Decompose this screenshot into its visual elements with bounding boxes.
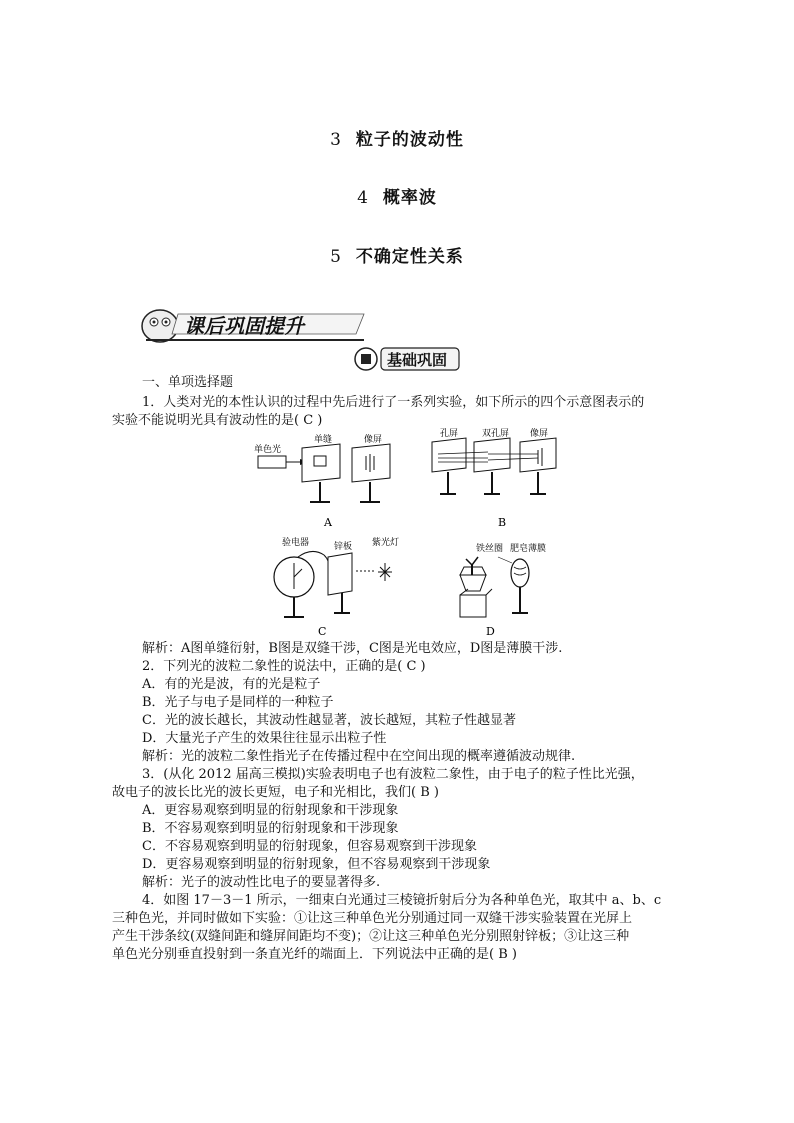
figure-a: [252, 430, 402, 530]
fig-c-label: C: [318, 625, 327, 638]
q2-option-a: A．有的光是波，有的光是粒子: [142, 677, 321, 692]
q3-option-c: C．不容易观察到明显的衍射现象，但容易观察到干涉现象: [142, 839, 477, 854]
title-3-text: 不确定性关系: [355, 247, 464, 267]
q3-line-2: 故电子的波长比光的波长更短，电子和光相比，我们( B ): [112, 785, 439, 800]
banner-title: 课后巩固提升: [184, 314, 304, 338]
fig-a-light-label: 单色光: [254, 445, 282, 455]
fig-b-hole-label: 孔屏: [440, 429, 459, 439]
sub-banner-graphic: [353, 345, 461, 373]
q3-option-a: A．更容易观察到明显的衍射现象和干涉现象: [142, 803, 399, 818]
q3-analysis: 解析：光子的波动性比电子的要显著得多.: [142, 875, 381, 890]
q2-stem: 2．下列光的波粒二象性的说法中，正确的是( C ): [142, 659, 426, 674]
figure-d: [450, 535, 560, 639]
fig-c-zinc-label: 锌板: [334, 542, 353, 552]
q2-option-c: C．光的波长越长，其波动性越显著，波长越短，其粒子性越显著: [142, 713, 516, 728]
q4-line-3: 产生干涉条纹(双缝间距和缝屏间距均不变)；②让这三种单色光分别照射锌板；③让这三种: [112, 929, 630, 944]
q3-option-d: D．更容易观察到明显的衍射现象，但不容易观察到干涉现象: [142, 857, 491, 872]
fig-c-electroscope-label: 验电器: [282, 538, 310, 548]
fig-b-double-label: 双孔屏: [482, 429, 510, 439]
q4-line-1: 4．如图 17－3－1 所示，一细束白光通过三棱镜折射后分为各种单色光，取其中 a、b、c: [142, 893, 662, 908]
q3-line-1: 3．(从化 2012 届高三模拟)实验表明电子也有波粒二象性，由于电子的粒子性比光强，: [142, 767, 644, 782]
title-1-number: 3: [330, 130, 342, 150]
fig-d-label: D: [486, 625, 495, 638]
q1-line-1: 1．人类对光的本性认识的过程中先后进行了一系列实验，如下所示的四个示意图表示的: [142, 395, 645, 410]
title-3-number: 5: [330, 247, 342, 267]
fig-b-screen-label: 像屏: [530, 429, 549, 439]
q2-analysis: 解析：光的波粒二象性指光子在传播过程中在空间出现的概率遵循波动规律.: [142, 749, 576, 764]
fig-a-label: A: [324, 516, 332, 529]
q4-line-4: 单色光分别垂直投射到一条直光纤的端面上．下列说法中正确的是( B ): [112, 947, 517, 962]
title-2: [0, 183, 794, 208]
title-3: [0, 242, 794, 267]
q2-option-d: D．大量光子产生的效果往往显示出粒子性: [142, 731, 387, 746]
fig-d-film-label: 肥皂薄膜: [510, 544, 547, 554]
q3-option-b: B．不容易观察到明显的衍射现象和干涉现象: [142, 821, 399, 836]
q1-line-2: 实验不能说明光具有波动性的是( C ): [112, 413, 323, 428]
fig-a-screen-label: 像屏: [364, 435, 383, 445]
sub-banner-title: 基础巩固: [387, 351, 448, 369]
title-1: [0, 125, 794, 150]
title-2-text: 概率波: [382, 188, 437, 208]
title-2-number: 4: [357, 188, 369, 208]
fig-a-slit-label: 单缝: [314, 435, 333, 445]
q1-analysis: 解析：A图单缝衍射，B图是双缝干涉，C图是光电效应，D图是薄膜干涉.: [142, 641, 563, 656]
fig-c-lamp-label: 紫光灯: [372, 538, 400, 548]
figure-b: [430, 428, 570, 530]
fig-b-label: B: [498, 516, 507, 529]
fig-d-ring-label: 铁丝圈: [476, 544, 504, 554]
q2-option-b: B．光子与电子是同样的一种粒子: [142, 695, 334, 710]
banner-graphic: [138, 306, 368, 346]
q4-line-2: 三种色光，并同时做如下实验：①让这三种单色光分别通过同一双缝干涉实验装置在光屏上: [112, 911, 633, 926]
section-heading: 一、单项选择题: [142, 375, 234, 390]
title-1-text: 粒子的波动性: [355, 130, 464, 150]
figure-c: [268, 533, 418, 639]
banner-owl-icon: [142, 310, 178, 342]
